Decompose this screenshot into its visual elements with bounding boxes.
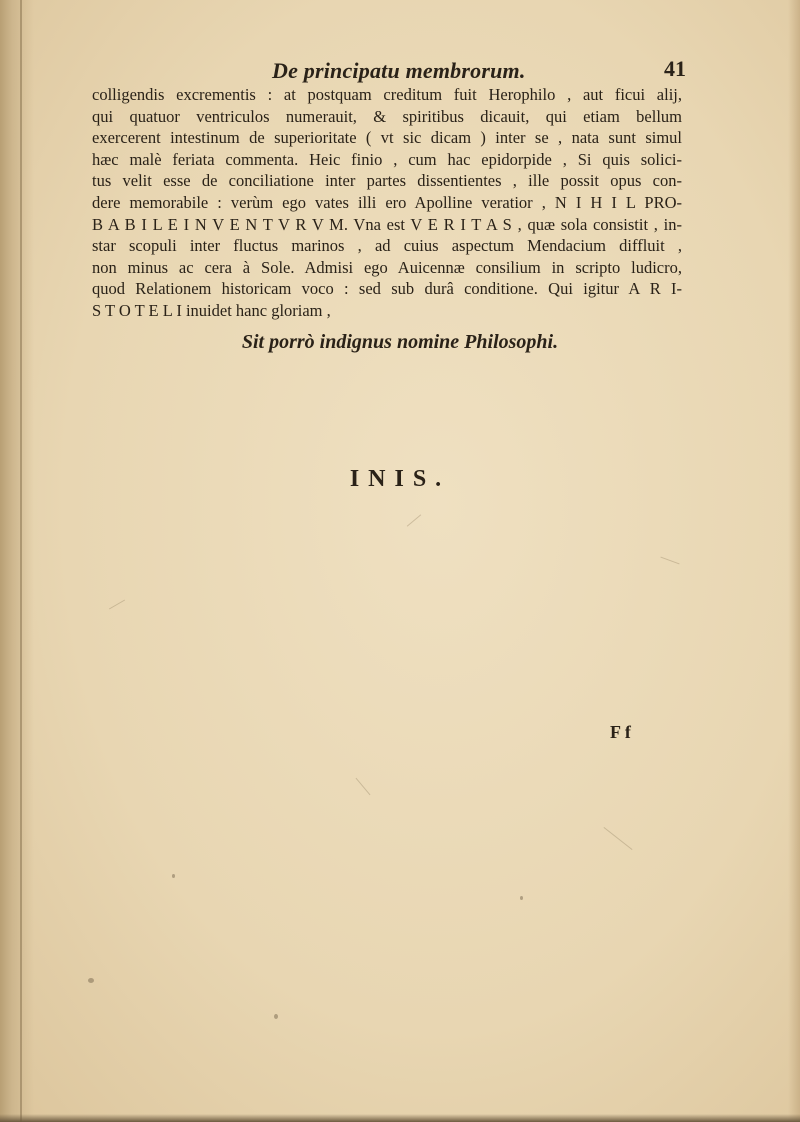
signature-mark: F f bbox=[610, 722, 631, 742]
page-edge-right bbox=[788, 0, 800, 1122]
colophon-finis: INIS. bbox=[349, 466, 451, 492]
paper-speck bbox=[274, 1014, 278, 1019]
page-edge-bottom bbox=[0, 1114, 800, 1122]
text-line: star scopuli inter fluctus marinos , ad cuius aspectum Mendacium diffluit , bbox=[92, 236, 682, 256]
text-line: S T O T E L I inuidet hanc gloriam , bbox=[92, 300, 331, 320]
text-line: B A B I L E I N V E N T V R V M. Vna est V E R I T A S , quæ sola consistit , in- bbox=[92, 214, 682, 234]
paper-speck bbox=[88, 978, 94, 983]
page-number: 41 bbox=[664, 56, 686, 81]
main-text-block bbox=[92, 84, 682, 322]
paper-fiber bbox=[109, 600, 125, 610]
gutter-line bbox=[20, 0, 22, 1122]
running-title: De principatu membrorum. bbox=[272, 58, 526, 83]
paper-fiber bbox=[604, 827, 633, 850]
text-line: hæc malè feriata commenta. Heic finio , cum hac epidorpide , Si quis solici- bbox=[92, 149, 682, 169]
paper-fiber bbox=[407, 514, 421, 526]
paper-speck bbox=[520, 896, 523, 900]
text-line: colligendis excrementis : at postquam creditum fuit Herophilo , aut ficui alij, bbox=[92, 85, 682, 104]
text-line: non minus ac cera à Sole. Admisi ego Auicennæ consilium in scripto ludicro, bbox=[92, 257, 682, 277]
text-line: dere memorabile : verùm ego vates illi ero Apolline veratior , N I H I L PRO- bbox=[92, 192, 682, 212]
paper-fiber bbox=[356, 778, 371, 795]
spine-shadow bbox=[0, 0, 34, 1122]
text-line: quod Relationem historicam voco : sed sub durâ conditione. Qui igitur A R I- bbox=[92, 279, 682, 299]
text-line: exercerent intestinum de superioritate ( vt sic dicam ) inter se , nata sunt simul bbox=[92, 128, 682, 148]
text-line: qui quatuor ventriculos numerauit, & spiritibus dicauit, qui etiam bellum bbox=[92, 106, 682, 126]
closing-verse: Sit porrò indignus nomine Philosophi. bbox=[241, 331, 559, 353]
page-header bbox=[96, 54, 686, 84]
paper-speck bbox=[172, 874, 175, 878]
paper-fiber bbox=[660, 557, 679, 565]
text-line: tus velit esse de conciliatione inter partes dissentientes , ille possit opus con- bbox=[92, 171, 682, 191]
